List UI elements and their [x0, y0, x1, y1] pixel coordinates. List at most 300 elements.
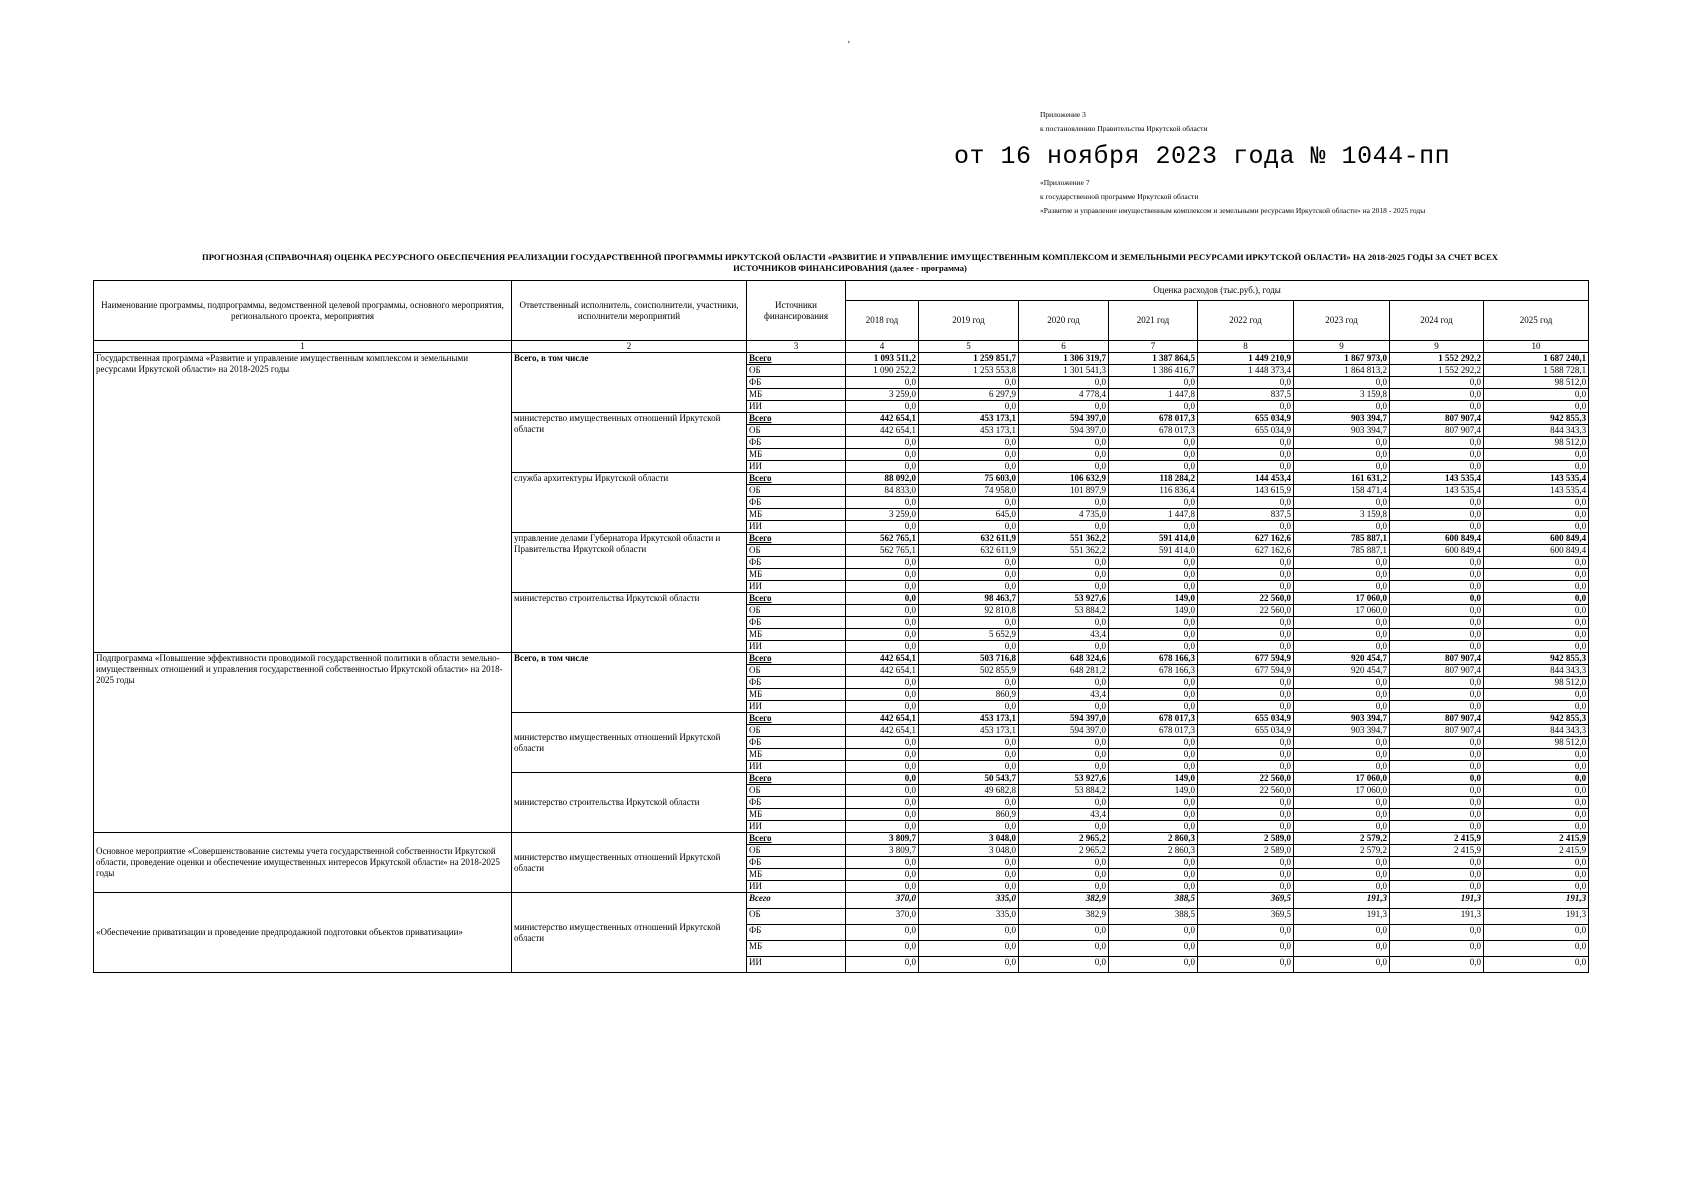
value-cell: 0,0 — [1294, 497, 1390, 509]
value-cell: 678 166,3 — [1109, 653, 1198, 665]
value-cell: 0,0 — [846, 957, 919, 973]
value-cell: 0,0 — [846, 761, 919, 773]
source-cell: Всего — [747, 353, 846, 365]
value-cell: 0,0 — [919, 377, 1019, 389]
value-cell: 0,0 — [1390, 497, 1484, 509]
value-cell: 0,0 — [846, 629, 919, 641]
value-cell: 143 535,4 — [1484, 485, 1589, 497]
value-cell: 442 654,1 — [846, 413, 919, 425]
value-cell: 0,0 — [1294, 797, 1390, 809]
value-cell: 0,0 — [1109, 641, 1198, 653]
value-cell: 3 809,7 — [846, 833, 919, 845]
value-cell: 0,0 — [1390, 461, 1484, 473]
value-cell: 0,0 — [1294, 941, 1390, 957]
value-cell: 0,0 — [1109, 809, 1198, 821]
value-cell: 0,0 — [919, 581, 1019, 593]
value-cell: 2 579,2 — [1294, 833, 1390, 845]
value-cell: 98 512,0 — [1484, 677, 1589, 689]
program-name-cell: Основное мероприятие «Совершенствование системы учета государственной собственности Иркутской области, проведение оценки и обеспечение имущественных интересов Иркутской области» на 2018-2025 годы — [94, 833, 512, 893]
value-cell: 0,0 — [1390, 881, 1484, 893]
value-cell: 0,0 — [1019, 401, 1109, 413]
header-year: 2022 год — [1198, 301, 1294, 341]
value-cell: 0,0 — [1294, 437, 1390, 449]
value-cell: 53 927,6 — [1019, 773, 1109, 785]
value-cell: 0,0 — [1019, 461, 1109, 473]
scan-mark: ' — [848, 40, 850, 51]
source-cell: МБ — [747, 809, 846, 821]
column-index: 3 — [747, 341, 846, 353]
value-cell: 382,9 — [1019, 909, 1109, 925]
value-cell: 0,0 — [1294, 749, 1390, 761]
value-cell: 0,0 — [846, 857, 919, 869]
value-cell: 860,9 — [919, 689, 1019, 701]
value-cell: 3 159,8 — [1294, 509, 1390, 521]
value-cell: 562 765,1 — [846, 545, 919, 557]
value-cell: 0,0 — [1390, 677, 1484, 689]
value-cell: 53 884,2 — [1019, 605, 1109, 617]
value-cell: 149,0 — [1109, 785, 1198, 797]
value-cell: 0,0 — [846, 437, 919, 449]
value-cell: 0,0 — [1294, 461, 1390, 473]
value-cell: 2 589,0 — [1198, 833, 1294, 845]
value-cell: 98 512,0 — [1484, 737, 1589, 749]
value-cell: 0,0 — [1109, 497, 1198, 509]
value-cell: 0,0 — [1019, 377, 1109, 389]
value-cell: 0,0 — [1484, 925, 1589, 941]
value-cell: 0,0 — [1484, 509, 1589, 521]
source-cell: ФБ — [747, 377, 846, 389]
value-cell: 0,0 — [1294, 581, 1390, 593]
header-costs: Оценка расходов (тыс.руб.), годы — [846, 281, 1589, 301]
value-cell: 1 093 511,2 — [846, 353, 919, 365]
document-title — [110, 252, 1590, 274]
value-cell: 74 958,0 — [919, 485, 1019, 497]
value-cell: 0,0 — [1019, 957, 1109, 973]
header-source: Источники финансирования — [747, 281, 846, 341]
value-cell: 0,0 — [1484, 641, 1589, 653]
column-index: 1 — [94, 341, 512, 353]
value-cell: 807 907,4 — [1390, 725, 1484, 737]
header-executor: Ответственный исполнитель, соисполнители, участники, исполнители мероприятий — [512, 281, 747, 341]
value-cell: 2 589,0 — [1198, 845, 1294, 857]
value-cell: 0,0 — [919, 737, 1019, 749]
value-cell: 0,0 — [1390, 925, 1484, 941]
source-cell: ИИ — [747, 701, 846, 713]
value-cell: 0,0 — [846, 749, 919, 761]
value-cell: 0,0 — [846, 401, 919, 413]
value-cell: 0,0 — [1484, 857, 1589, 869]
value-cell: 0,0 — [919, 869, 1019, 881]
value-cell: 3 809,7 — [846, 845, 919, 857]
value-cell: 0,0 — [1019, 737, 1109, 749]
value-cell: 632 611,9 — [919, 533, 1019, 545]
value-cell: 0,0 — [1198, 581, 1294, 593]
value-cell: 3 048,0 — [919, 845, 1019, 857]
value-cell: 98 512,0 — [1484, 437, 1589, 449]
source-cell: ОБ — [747, 545, 846, 557]
value-cell: 562 765,1 — [846, 533, 919, 545]
value-cell: 0,0 — [1109, 737, 1198, 749]
value-cell: 0,0 — [919, 641, 1019, 653]
value-cell: 807 907,4 — [1390, 653, 1484, 665]
source-cell: МБ — [747, 689, 846, 701]
value-cell: 627 162,6 — [1198, 545, 1294, 557]
source-cell: ОБ — [747, 425, 846, 437]
value-cell: 0,0 — [1390, 389, 1484, 401]
value-cell: 0,0 — [1019, 797, 1109, 809]
appendix-label: Приложение 3 — [1040, 110, 1086, 119]
value-cell: 0,0 — [919, 857, 1019, 869]
source-cell: Всего — [747, 473, 846, 485]
source-cell: ФБ — [747, 925, 846, 941]
value-cell: 1 449 210,9 — [1198, 353, 1294, 365]
value-cell: 1 386 416,7 — [1109, 365, 1198, 377]
source-cell: ИИ — [747, 761, 846, 773]
value-cell: 0,0 — [919, 449, 1019, 461]
source-cell: ФБ — [747, 737, 846, 749]
value-cell: 860,9 — [919, 809, 1019, 821]
value-cell: 84 833,0 — [846, 485, 919, 497]
value-cell: 0,0 — [919, 797, 1019, 809]
value-cell: 453 173,1 — [919, 413, 1019, 425]
value-cell: 1 552 292,2 — [1390, 353, 1484, 365]
source-cell: ИИ — [747, 881, 846, 893]
column-index: 4 — [846, 341, 919, 353]
value-cell: 0,0 — [1198, 629, 1294, 641]
header-year: 2019 год — [919, 301, 1019, 341]
value-cell: 0,0 — [1484, 629, 1589, 641]
value-cell: 0,0 — [1294, 809, 1390, 821]
source-cell: ФБ — [747, 497, 846, 509]
value-cell: 0,0 — [1484, 821, 1589, 833]
value-cell: 0,0 — [1019, 881, 1109, 893]
value-cell: 0,0 — [1294, 449, 1390, 461]
value-cell: 370,0 — [846, 909, 919, 925]
value-cell: 502 855,9 — [919, 665, 1019, 677]
value-cell: 0,0 — [1294, 557, 1390, 569]
column-index: 9 — [1294, 341, 1390, 353]
source-cell: ФБ — [747, 797, 846, 809]
value-cell: 0,0 — [1294, 569, 1390, 581]
value-cell: 594 397,0 — [1019, 725, 1109, 737]
value-cell: 369,5 — [1198, 909, 1294, 925]
resolution-ref: к постановлению Правительства Иркутской области — [1040, 124, 1208, 133]
value-cell: 0,0 — [1390, 773, 1484, 785]
value-cell: 0,0 — [919, 677, 1019, 689]
value-cell: 903 394,7 — [1294, 413, 1390, 425]
value-cell: 0,0 — [1198, 449, 1294, 461]
column-index: 5 — [919, 341, 1019, 353]
value-cell: 0,0 — [1484, 581, 1589, 593]
value-cell: 0,0 — [846, 605, 919, 617]
value-cell: 0,0 — [1198, 881, 1294, 893]
value-cell: 0,0 — [1294, 701, 1390, 713]
value-cell: 0,0 — [1484, 941, 1589, 957]
source-cell: МБ — [747, 629, 846, 641]
value-cell: 0,0 — [1019, 641, 1109, 653]
value-cell: 2 415,9 — [1390, 845, 1484, 857]
value-cell: 0,0 — [1484, 761, 1589, 773]
value-cell: 0,0 — [1390, 869, 1484, 881]
value-cell: 0,0 — [1390, 449, 1484, 461]
value-cell: 807 907,4 — [1390, 425, 1484, 437]
value-cell: 370,0 — [846, 893, 919, 909]
value-cell: 0,0 — [846, 377, 919, 389]
value-cell: 678 166,3 — [1109, 665, 1198, 677]
value-cell: 0,0 — [1198, 857, 1294, 869]
value-cell: 0,0 — [1019, 569, 1109, 581]
value-cell: 0,0 — [846, 521, 919, 533]
value-cell: 594 397,0 — [1019, 425, 1109, 437]
value-cell: 2 860,3 — [1109, 833, 1198, 845]
value-cell: 0,0 — [846, 881, 919, 893]
value-cell: 0,0 — [1109, 957, 1198, 973]
value-cell: 0,0 — [1198, 925, 1294, 941]
value-cell: 191,3 — [1484, 893, 1589, 909]
value-cell: 0,0 — [1198, 749, 1294, 761]
value-cell: 678 017,3 — [1109, 725, 1198, 737]
source-cell: ИИ — [747, 401, 846, 413]
value-cell: 17 060,0 — [1294, 605, 1390, 617]
value-cell: 0,0 — [1294, 377, 1390, 389]
value-cell: 2 415,9 — [1484, 833, 1589, 845]
value-cell: 0,0 — [1484, 605, 1589, 617]
value-cell: 0,0 — [1198, 521, 1294, 533]
value-cell: 0,0 — [1198, 941, 1294, 957]
source-cell: МБ — [747, 941, 846, 957]
value-cell: 388,5 — [1109, 909, 1198, 925]
value-cell: 0,0 — [919, 941, 1019, 957]
value-cell: 0,0 — [1198, 821, 1294, 833]
value-cell: 0,0 — [846, 785, 919, 797]
value-cell: 0,0 — [1109, 869, 1198, 881]
header-name: Наименование программы, подпрограммы, ведомственной целевой программы, основного мероприятия, регионального проекта, мероприятия — [94, 281, 512, 341]
value-cell: 0,0 — [1019, 557, 1109, 569]
value-cell: 191,3 — [1294, 909, 1390, 925]
value-cell: 942 855,3 — [1484, 653, 1589, 665]
value-cell: 0,0 — [1198, 689, 1294, 701]
source-cell: ОБ — [747, 909, 846, 925]
value-cell: 627 162,6 — [1198, 533, 1294, 545]
value-cell: 0,0 — [1390, 797, 1484, 809]
value-cell: 0,0 — [846, 941, 919, 957]
value-cell: 903 394,7 — [1294, 425, 1390, 437]
source-cell: ИИ — [747, 641, 846, 653]
value-cell: 600 849,4 — [1484, 545, 1589, 557]
value-cell: 600 849,4 — [1484, 533, 1589, 545]
value-cell: 0,0 — [919, 521, 1019, 533]
column-index: 7 — [1109, 341, 1198, 353]
executor-cell: Всего, в том числе — [512, 353, 747, 413]
value-cell: 6 297,9 — [919, 389, 1019, 401]
resolution-date: от 16 ноября 2023 года № 1044-пп — [954, 142, 1451, 171]
value-cell: 551 362,2 — [1019, 545, 1109, 557]
value-cell: 677 594,9 — [1198, 665, 1294, 677]
value-cell: 0,0 — [1390, 437, 1484, 449]
header-year: 2025 год — [1484, 301, 1589, 341]
source-cell: МБ — [747, 449, 846, 461]
source-cell: Всего — [747, 833, 846, 845]
value-cell: 143 535,4 — [1484, 473, 1589, 485]
value-cell: 0,0 — [846, 641, 919, 653]
value-cell: 594 397,0 — [1019, 413, 1109, 425]
value-cell: 0,0 — [1198, 617, 1294, 629]
value-cell: 442 654,1 — [846, 725, 919, 737]
value-cell: 1 687 240,1 — [1484, 353, 1589, 365]
value-cell: 0,0 — [1109, 401, 1198, 413]
value-cell: 0,0 — [1019, 941, 1109, 957]
value-cell: 2 860,3 — [1109, 845, 1198, 857]
value-cell: 191,3 — [1390, 893, 1484, 909]
value-cell: 1 447,8 — [1109, 389, 1198, 401]
value-cell: 0,0 — [1484, 749, 1589, 761]
value-cell: 648 324,6 — [1019, 653, 1109, 665]
value-cell: 161 631,2 — [1294, 473, 1390, 485]
source-cell: ИИ — [747, 521, 846, 533]
source-cell: ИИ — [747, 821, 846, 833]
value-cell: 0,0 — [919, 569, 1019, 581]
value-cell: 0,0 — [846, 737, 919, 749]
value-cell: 92 810,8 — [919, 605, 1019, 617]
value-cell: 0,0 — [1198, 569, 1294, 581]
value-cell: 53 927,6 — [1019, 593, 1109, 605]
value-cell: 0,0 — [1109, 617, 1198, 629]
value-cell: 0,0 — [1198, 701, 1294, 713]
value-cell: 0,0 — [1109, 749, 1198, 761]
value-cell: 0,0 — [1019, 581, 1109, 593]
value-cell: 0,0 — [846, 869, 919, 881]
source-cell: МБ — [747, 569, 846, 581]
value-cell: 1 306 319,7 — [1019, 353, 1109, 365]
value-cell: 0,0 — [846, 821, 919, 833]
value-cell: 0,0 — [1019, 497, 1109, 509]
value-cell: 0,0 — [1198, 797, 1294, 809]
source-cell: Всего — [747, 773, 846, 785]
value-cell: 0,0 — [1109, 461, 1198, 473]
value-cell: 0,0 — [846, 557, 919, 569]
value-cell: 785 887,1 — [1294, 545, 1390, 557]
program-name: «Развитие и управление имущественным комплексом и земельными ресурсами Иркутской области» на 2018 - 2025 годы — [1040, 206, 1426, 215]
value-cell: 0,0 — [846, 689, 919, 701]
value-cell: 0,0 — [1198, 761, 1294, 773]
value-cell: 0,0 — [1484, 881, 1589, 893]
source-cell: Всего — [747, 593, 846, 605]
value-cell: 0,0 — [1294, 881, 1390, 893]
value-cell: 22 560,0 — [1198, 785, 1294, 797]
source-cell: МБ — [747, 389, 846, 401]
source-cell: ОБ — [747, 365, 846, 377]
value-cell: 0,0 — [1484, 449, 1589, 461]
value-cell: 0,0 — [1198, 401, 1294, 413]
value-cell: 149,0 — [1109, 593, 1198, 605]
source-cell: Всего — [747, 893, 846, 909]
program-ref: к государственной программе Иркутской области — [1040, 192, 1199, 201]
column-index: 10 — [1484, 341, 1589, 353]
value-cell: 0,0 — [1019, 749, 1109, 761]
value-cell: 903 394,7 — [1294, 713, 1390, 725]
value-cell: 0,0 — [1019, 761, 1109, 773]
source-cell: МБ — [747, 509, 846, 521]
value-cell: 0,0 — [1390, 749, 1484, 761]
source-cell: ФБ — [747, 437, 846, 449]
value-cell: 0,0 — [1109, 437, 1198, 449]
value-cell: 0,0 — [1390, 857, 1484, 869]
value-cell: 88 092,0 — [846, 473, 919, 485]
value-cell: 551 362,2 — [1019, 533, 1109, 545]
value-cell: 0,0 — [1198, 377, 1294, 389]
value-cell: 0,0 — [1390, 701, 1484, 713]
value-cell: 0,0 — [1019, 857, 1109, 869]
value-cell: 335,0 — [919, 909, 1019, 925]
value-cell: 591 414,0 — [1109, 545, 1198, 557]
value-cell: 837,5 — [1198, 509, 1294, 521]
value-cell: 0,0 — [1390, 569, 1484, 581]
value-cell: 0,0 — [846, 701, 919, 713]
source-cell: ФБ — [747, 857, 846, 869]
value-cell: 0,0 — [846, 449, 919, 461]
value-cell: 144 453,4 — [1198, 473, 1294, 485]
value-cell: 0,0 — [1390, 581, 1484, 593]
value-cell: 0,0 — [1198, 957, 1294, 973]
value-cell: 442 654,1 — [846, 425, 919, 437]
value-cell: 600 849,4 — [1390, 533, 1484, 545]
value-cell: 3 159,8 — [1294, 389, 1390, 401]
value-cell: 648 281,2 — [1019, 665, 1109, 677]
value-cell: 3 259,0 — [846, 509, 919, 521]
value-cell: 118 284,2 — [1109, 473, 1198, 485]
value-cell: 1 447,8 — [1109, 509, 1198, 521]
value-cell: 191,3 — [1390, 909, 1484, 925]
value-cell: 0,0 — [1390, 617, 1484, 629]
executor-cell: служба архитектуры Иркутской области — [512, 473, 747, 533]
value-cell: 0,0 — [1294, 925, 1390, 941]
value-cell: 0,0 — [1484, 809, 1589, 821]
value-cell: 844 343,3 — [1484, 425, 1589, 437]
value-cell: 0,0 — [1019, 677, 1109, 689]
value-cell: 17 060,0 — [1294, 785, 1390, 797]
value-cell: 0,0 — [1109, 761, 1198, 773]
value-cell: 0,0 — [1198, 869, 1294, 881]
value-cell: 17 060,0 — [1294, 593, 1390, 605]
source-cell: ФБ — [747, 557, 846, 569]
value-cell: 101 897,9 — [1019, 485, 1109, 497]
value-cell: 116 836,4 — [1109, 485, 1198, 497]
value-cell: 0,0 — [919, 461, 1019, 473]
value-cell: 655 034,9 — [1198, 413, 1294, 425]
value-cell: 0,0 — [846, 797, 919, 809]
value-cell: 149,0 — [1109, 605, 1198, 617]
value-cell: 645,0 — [919, 509, 1019, 521]
value-cell: 50 543,7 — [919, 773, 1019, 785]
value-cell: 942 855,3 — [1484, 413, 1589, 425]
value-cell: 503 716,8 — [919, 653, 1019, 665]
value-cell: 0,0 — [1484, 773, 1589, 785]
value-cell: 43,4 — [1019, 809, 1109, 821]
value-cell: 0,0 — [1484, 401, 1589, 413]
value-cell: 106 632,9 — [1019, 473, 1109, 485]
title-line-1: ПРОГНОЗНАЯ (СПРАВОЧНАЯ) ОЦЕНКА РЕСУРСНОГО ОБЕСПЕЧЕНИЯ РЕАЛИЗАЦИИ ГОСУДАРСТВЕННОЙ ПРОГРАММЫ ИРКУТСКОЙ ОБЛАСТИ «РАЗВИТИЕ И УПРАВЛЕНИЕ ИМУЩЕСТВЕННЫМ КОМПЛЕКСОМ И ЗЕМЕЛЬНЫМИ РЕСУРСАМИ ИРКУТСКОЙ ОБЛАСТИ» НА 2018-2025 ГОДЫ ЗА СЧЕТ ВСЕХ — [202, 252, 1498, 262]
value-cell: 75 603,0 — [919, 473, 1019, 485]
value-cell: 0,0 — [1294, 857, 1390, 869]
value-cell: 0,0 — [1390, 957, 1484, 973]
value-cell: 0,0 — [1109, 925, 1198, 941]
value-cell: 2 415,9 — [1390, 833, 1484, 845]
value-cell: 0,0 — [919, 557, 1019, 569]
source-cell: Всего — [747, 413, 846, 425]
value-cell: 0,0 — [1484, 521, 1589, 533]
value-cell: 1 867 973,0 — [1294, 353, 1390, 365]
value-cell: 158 471,4 — [1294, 485, 1390, 497]
